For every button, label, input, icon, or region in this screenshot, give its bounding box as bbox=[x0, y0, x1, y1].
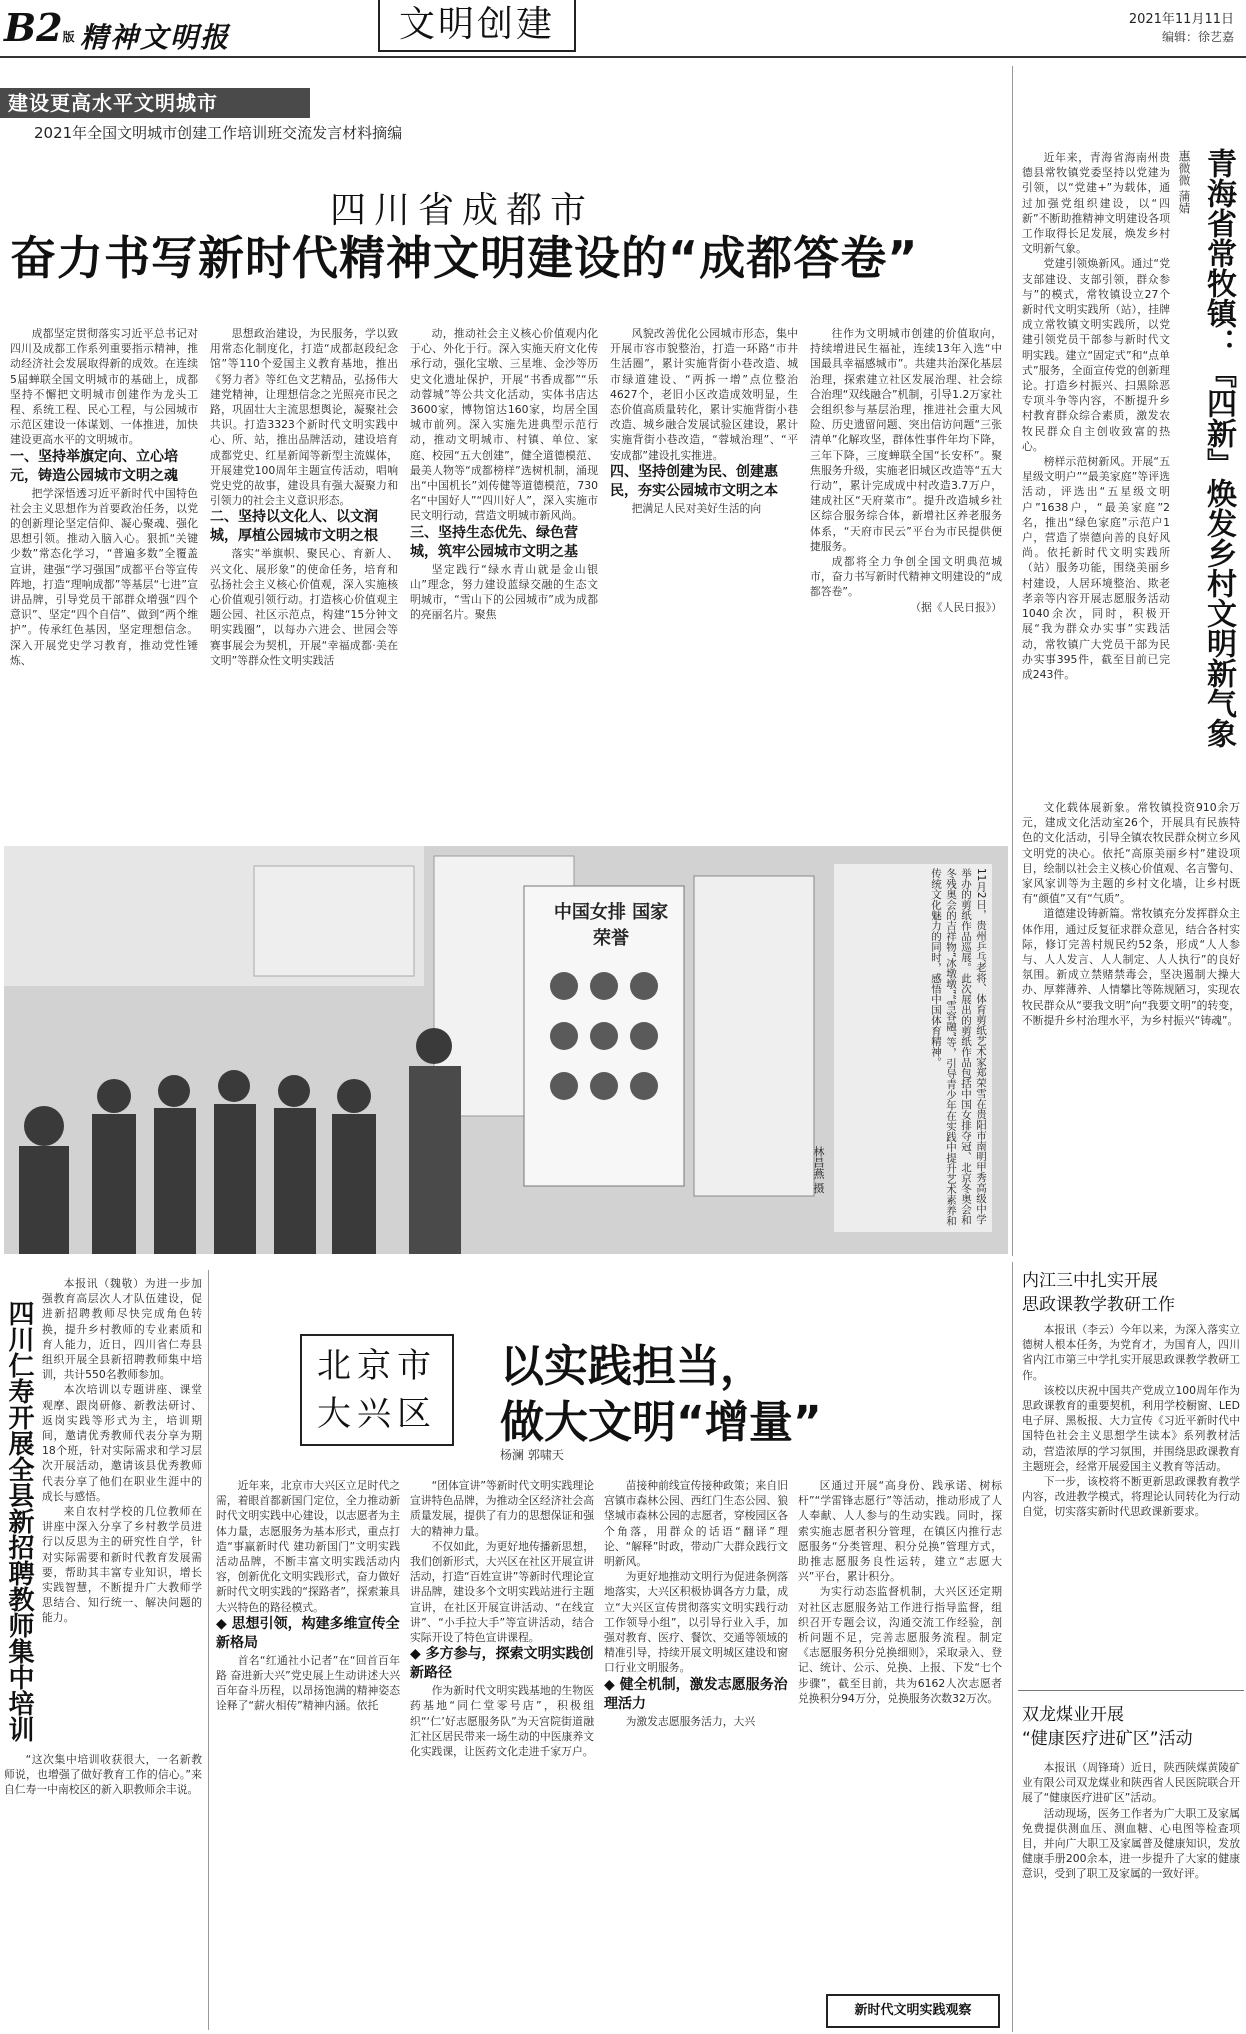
daxing-kicker: 北京市大兴区 bbox=[317, 1346, 437, 1434]
paragraph: 为实行动态监督机制，大兴区还定期对社区志愿服务站工作进行指导监督，组织召开专题会议，沟通交流工作经验，剖析问题不足，完善志愿服务流程。制定《志愿服务积分兑换细则》，采取录入、登记、统计、公示、兑换、上报、下发“七个步骤”，截至目前，共为6162人次志愿者兑换积分94万分，兑换服务次数32万次。 bbox=[798, 1585, 1002, 1705]
paragraph: 来自农村学校的几位教师在讲座中深入分享了乡村教学员进行以反思为主的研究性自学，针对实际需要和新时代教育发展需要，帮助其丰富专业知识，增长实践智慧，不断提升广大教师学思结合、知行统一、解决问题的能力。 bbox=[42, 1505, 202, 1625]
paragraph: 党建引领焕新风。通过“党支部建设、支部引领，群众参与”的模式，常牧镇设立27个新时代文明实践所（站），挂牌成立常牧镇文明实践所，以党建引领党员干部参与新时代文明实践。建立“固定式”和“点单式”服务，全面宣传党的创新理论。打造乡村振兴、扫黑除恶专项斗争等内容，不断提升乡村教育群众综合素质，激发农牧民群众自主创收致富的热心。 bbox=[1022, 257, 1170, 453]
chengdu-col-3 bbox=[410, 326, 598, 830]
paragraph: 本报讯（周锋琦）近日，陕西陕煤黄陵矿业有限公司双龙煤业和陕西省人民医院联合开展了“健康医疗进矿区”活动。 bbox=[1022, 1761, 1240, 1805]
photo-sign-title: 中国女排 国家荣誉 bbox=[553, 902, 669, 949]
page-number-value: B2 bbox=[4, 5, 63, 50]
paragraph: 本报讯（李云）今年以来，为深入落实立德树人根本任务，为党育才，为国育人，四川省内江市第三中学扎实开展思政课教学教研工作。 bbox=[1022, 1323, 1240, 1382]
paragraph: 道德建设铸新篇。常牧镇充分发挥群众主体作用，通过反复征求群众意见，结合各村实际，修订完善村规民约52条，形成“人人参与、人人发言、人人制定、人人执行”的良好氛围。新成立禁赌禁毒会，坚决遏制大操大办、厚葬薄养、人情攀比等陈规陋习，实现农牧民群众从“要我文明”向“我要文明”的转变，不断提升乡村治理水平，为乡村振兴“铸魂”。 bbox=[1022, 907, 1240, 1027]
column-tag-text: 新时代文明实践观察 bbox=[854, 2003, 972, 2018]
source: （据《人民日报》） bbox=[910, 600, 1002, 614]
subheading: ◆ 健全机制，激发志愿服务治理活力 bbox=[604, 1676, 788, 1712]
subheading: 二、坚持以文化人、以文润城，厚植公园城市文明之根 bbox=[210, 509, 378, 545]
qinghai-col-top bbox=[1022, 150, 1170, 790]
subheading: 四、坚持创建为民、创建惠民，夯实公园城市文明之本 bbox=[610, 463, 778, 499]
paragraph: 往作为文明城市创建的价值取向，持续增进民生福祉，连续13年入选“中国最具幸福感城市”。共建共治深化基层治理，探索建立社区发展治理、社会综合治理“双线融合”机制，引导1.2万家社会组织参与基层治理，推进社会重大风险、历史遗留问题、突出信访问题“三张清单”化解攻坚，群体性事件年均下降，三年下降，三度蝉联全国“长安杯”。聚焦服务升级，实施老旧城区改造等“五大行动”，累计完成成中村改造3.7万户，建成社区“天府菜市”。提升改造城乡社区综合服务综合体，新增社区养老服务体系，“天府市民云”平台为市民提供便捷服务。 bbox=[810, 327, 1002, 553]
qinghai-author: 惠微微 蒲婧 bbox=[1177, 150, 1191, 214]
qinghai-title: 青海省常牧镇：『四新』焕发乡村文明新气象 bbox=[1201, 148, 1236, 748]
date: 2021年11月11日 bbox=[1128, 12, 1234, 27]
paragraph: 风貌改善优化公园城市形态，集中开展市容市貌整治，打造一环路“市井生活圈”，累计实施背街小巷改造、城市绿道建设、“两拆一增”点位整治4627个，老旧小区改造成效明显，生态价值高质量转化，累计实施背街小巷改造、城乡融合发展试验区建设，累计实施背街小巷改造，“蓉城治理”、“平安成都”建设扎实推进。 bbox=[610, 327, 798, 462]
chengdu-headline: 奋力书写新时代精神文明建设的“成都答卷” bbox=[10, 231, 919, 285]
column-tag bbox=[826, 1994, 1000, 2028]
chengdu-kicker: 四川省成都市 bbox=[330, 190, 595, 231]
chengdu-col-5 bbox=[810, 326, 1002, 830]
shuanglong-title-2: “健康医疗进矿区”活动 bbox=[1022, 1729, 1193, 1749]
paragraph: 苗接种前线宣传接种政策；来自旧宫镇市森林公园、西红门生态公园、狼垡城市森林公园的志愿者，穿梭园区各个角落，用群众的话语“翻译”理论、“解释”时政，带动广大群众践行文明新风。 bbox=[604, 1479, 788, 1569]
paragraph: 活动现场，医务工作者为广大职工及家属免费提供测血压、测血糖、心电图等检查项目，并向广大职工及家属普及健康知识，发放健康手册200余本，进一步提升了大家的健康意识，受到了职工及家属的一致好评。 bbox=[1022, 1806, 1240, 1881]
paragraph: 为激发志愿服务活力，大兴 bbox=[625, 1714, 756, 1728]
chengdu-col-1 bbox=[10, 326, 198, 830]
renshou-col bbox=[42, 1276, 202, 1746]
section-title-box bbox=[378, 0, 576, 52]
paragraph: 成都坚定贯彻落实习近平总书记对四川及成都工作系列重要指示精神，推动经济社会发展取得新的成效。在连续5届蝉联全国文明城市的基础上，成都坚持不懈把文明城市创建作为龙头工程、系统工程、民心工程，与公园城市示范区建设一体谋划、一体推进，加快建设更高水平的文明城市。 bbox=[10, 327, 198, 447]
paragraph: 为更好地推动文明行为促进条例落地落实，大兴区积极协调各方力量，成立“大兴区宣传贯彻落实文明实践行动工作领导小组”，以引导行业入手，加强对教育、医疗、餐饮、交通等领域的精准引导，持续开展文明城区建设和窗口行业文明服务。 bbox=[604, 1570, 788, 1675]
paragraph: 不仅如此，为更好地传播新思想，我们创新形式，大兴区在社区开展宣讲活动，打造“百姓宣讲”等新时代理论宣讲品牌，建设多个文明实践站进行主题宣讲，在社区开展宣讲活动、“在线宣讲”、“小手拉大手”等宣讲活动，结合实际开设了特色宣讲课程。 bbox=[410, 1539, 594, 1645]
right-column-divider bbox=[1012, 66, 1013, 1256]
renshou-title: 四川仁寿开展全县新招聘教师集中培训 bbox=[4, 1300, 34, 1742]
editor: 编辑：徐艺嘉 bbox=[1161, 30, 1234, 44]
daxing-headline-1: 以实践担当， bbox=[500, 1341, 764, 1392]
page-number bbox=[4, 5, 75, 57]
subheading: 一、坚持举旗定向、立心培元，铸造公园城市文明之魂 bbox=[10, 448, 178, 484]
paragraph: 把满足人民对美好生活的向 bbox=[631, 501, 762, 515]
daxing-col-1 bbox=[216, 1478, 400, 2030]
renshou-divider bbox=[208, 1270, 209, 2030]
banner-subtitle: 2021年全国文明城市创建工作培训班交流发言材料摘编 bbox=[34, 124, 403, 142]
paragraph: 近年来，青海省海南州贵德县常牧镇党委坚持以党建为引领，以“党建+”为载体，通过加强党组织建设，以“四新”不断助推精神文明建设各项工作取得长足发展，焕发乡村文明新气象。 bbox=[1022, 151, 1170, 256]
page-unit: 版 bbox=[62, 30, 75, 44]
subheading: ◆ 多方参与，探索文明实践创新路径 bbox=[410, 1646, 594, 1682]
subheading-text: 健全机制，激发志愿服务治理活力 bbox=[604, 1676, 788, 1712]
subheading: ◆ 思想引领，构建多维宣传全新格局 bbox=[216, 1615, 400, 1651]
paragraph: 文化载体展新象。常牧镇投资910余万元，建成文化活动室26个，开展具有民族特色的文化活动，引导全镇农牧民群众树立乡风文明党的决心。依托“高原美丽乡村”建设项目，绘制以社会主义核心价值观、名言警句、家风家训等为主题的乡村文化墙，让乡村既有“颜值”又有“气质”。 bbox=[1022, 801, 1240, 906]
paragraph: 该校以庆祝中国共产党成立100周年作为思政课教育的重要契机，利用学校橱窗、LED电子屏、黑板报、大力宣传《习近平新时代中国特色社会主义思想学生读本》系列教材活动，营造浓厚的学习氛围，并围绕思政课教育主题班会，经常开展爱国主义教育等活动。 bbox=[1022, 1383, 1240, 1473]
paragraph: 近年来，北京市大兴区立足时代之需，着眼首都新国门定位，全力推动新时代文明实践中心建设，以志愿者为主体力量，志愿服务为基本形式，重点打造“事赢新时代 建功新国门”文明实践活动品牌，不断丰富文明实践活动内容，创新优化文明实践形式，奋力做好新时代文明实践的“探路者”，探索兼具大兴特色的路径模式。 bbox=[216, 1479, 400, 1614]
chengdu-col-4 bbox=[610, 326, 798, 830]
neijiang-title-1: 内江三中扎实开展 bbox=[1022, 1271, 1158, 1291]
paragraph: “这次集中培训收获很大，一名新教师说，也增强了做好教育工作的信心。”来自仁寿一中南校区的新入职教师余丰说。 bbox=[4, 1753, 202, 1797]
paragraph: 本次培训以专题讲座、课堂观摩、跟岗研修、新教法研讨、返岗实践等形式为主，培训期间，邀请优秀教师代表分享为期18个班，针对实际需求和学习层次开展活动，邀请该县优秀教师代表分享了他们在职业生涯中的成长与感悟。 bbox=[42, 1383, 202, 1503]
paragraph: 榜样示范树新风。开展“五星级文明户”“最美家庭”等评选活动，评选出“五星级文明户”1638户，“最美家庭”2名，推出“绿色家庭”示范户1户，营造了崇德向善的良好风尚。依托新时代文明实践所（站）服务功能，围绕美丽乡村建设，人居环境整治、欺老孝亲等内容开展志愿服务活动1040余次，同时，积极开展“我为群众办实事”实践活动，常牧镇广大党员干部为民办实事395件，截至目前已完成243件。 bbox=[1022, 455, 1170, 681]
daxing-col-2 bbox=[410, 1478, 594, 2030]
photo-credit: 林昌燕 摄 bbox=[812, 1146, 825, 1194]
qinghai-col-bottom bbox=[1022, 800, 1240, 1240]
shuanglong-col bbox=[1022, 1760, 1240, 2030]
paragraph: 区通过开展“高身份、践承诺、树标杆”“学雷锋志愿行”等活动，推动形成了人人奉献、人人参与的生动实践。同时，探索实施志愿者积分管理，在镇区内推行志愿服务“分类管理、积分兑换”管理方式，助推志愿服务良性运转，建立“志愿大兴”平台，累计积分。 bbox=[798, 1479, 1002, 1584]
daxing-kicker-box bbox=[300, 1334, 454, 1446]
paragraph: 思想政治建设，为民服务，学以致用常态化制度化，打造“成都赵段纪念馆”等110个爱国主义教育基地，推出《努力者》等红色文艺精品，弘扬伟大建党精神，让理想信念之光照亮市民之路，巩固壮大主流思想舆论，凝聚社会共识。打造3323个新时代文明实践中心、所、站，推出品牌活动，建设培育成都党史、红星新闻等新型主流媒体，开展建党100周年主题宣传活动，唱响党史党的故事，建设具有强大凝聚力和引领力的社会主义意识形态。 bbox=[210, 327, 398, 508]
daxing-col-4 bbox=[798, 1478, 1002, 1984]
chengdu-col-2 bbox=[210, 326, 398, 830]
daxing-byline: 杨澜 郭啸天 bbox=[500, 1448, 564, 1462]
paragraph: 下一步，该校将不断更新思政课教育教学内容，改进教学模式，将理论认同转化为行动自觉，切实落实新时代思政课新要求。 bbox=[1022, 1475, 1240, 1519]
daxing-headline-2: 做大文明“增量” bbox=[500, 1397, 822, 1448]
subheading: 三、坚持生态优先、绿色营城，筑牢公园城市文明之基 bbox=[410, 524, 578, 560]
paragraph: 首名“红通社小记者”在“回首百年路 奋进新大兴”党史展上生动讲述大兴百年奋斗历程，以昂扬饱满的精神姿态诠释了“薪火相传”精神内涵。依托 bbox=[216, 1653, 400, 1713]
masthead-rule bbox=[0, 56, 1246, 58]
paragraph: 作为新时代文明实践基地的生物医药基地“同仁堂零号店”，积极组织“‘仁’好志愿服务队”为天宫院街道融汇社区居民带来一场生动的中医康养文化实践课，让医药文化走进千家万户。 bbox=[410, 1684, 594, 1759]
neijiang-bottom-rule bbox=[1018, 1690, 1244, 1691]
paragraph: 落实“举旗帜、聚民心、育新人、兴文化、展形象”的使命任务，培育和弘扬社会主义核心价值观，深入实施核心价值观引领行动。打造核心价值观主题公园、社区示范点，构建“15分钟文明实践圈”，以每办六进会、世园会等赛事展会为契机，开展“幸福成都·美在文明”等群众性文明实践活 bbox=[210, 547, 398, 667]
paragraph: 成都将全力争创全国文明典范城市，奋力书写新时代精神文明建设的“成都答卷”。 bbox=[810, 555, 1002, 599]
paragraph: “团体宣讲”等新时代文明实践理论宣讲特色品牌，为推动全区经济社会高质量发展，提供了有力的思想保证和强大的精神力量。 bbox=[410, 1479, 594, 1538]
photo-caption: 11月2日，贵州乒乓老将、体育剪纸艺术家郑荣雪在贵阳市南明甲秀高级中学举办的剪纸作品巡展。此次展出的剪纸作品包括中国女排夺冠、北京冬奥会和冬残奥会的吉祥物“冰墩墩”“雪容融”等，引导青少年在实践中提升艺术素养和传统文化魅力的同时，感悟中国体育精神。 bbox=[834, 864, 992, 1232]
subheading-text: 多方参与，探索文明实践创新路径 bbox=[410, 1646, 594, 1682]
neijiang-col bbox=[1022, 1322, 1240, 1672]
neijiang-title-2: 思政课教学教研工作 bbox=[1022, 1295, 1175, 1315]
paragraph: 把学深悟透习近平新时代中国特色社会主义思想作为首要政治任务，以党的创新理论坚定信仰、凝心聚魂、强化思想引领。推动入脑入心。狠抓“关键少数”常态化学习，“普遍多数”全覆盖宣讲，建强“学习强国”成都平台等宣传阵地，打造“理响成都”等基层“七进”宣讲品牌，引导党员干部群众增强“四个意识”、坚定“四个自信”、做到“两个维护”。传承红色基因，坚定理想信念。深入开展党史学习教育，推动党性锤炼、 bbox=[10, 486, 198, 667]
right-lower-divider bbox=[1012, 1262, 1013, 2032]
paper-name: 精神文明报 bbox=[80, 21, 231, 54]
section-title: 文明创建 bbox=[398, 4, 555, 45]
paragraph: 动，推动社会主义核心价值观内化于心、外化于行。深入实施天府文化传承行动，强化宝墩、三星堆、金沙等历史文化遗址保护，开展“书香成都”“乐动蓉城”等公共文化活动，实体书店达3600家，博物馆达160家，均居全国城市前列。深入实施先进典型示范行动，推动文明城市、村镇、单位、家庭、校园“五大创建”，健全道德模范、最美人物等“成都榜样”选树机制，涌现出“中国机长”刘传健等道德模范，730名“中国好人”“四川好人”，深入实施市民文明行动，营造文明城市新风尚。 bbox=[410, 327, 598, 523]
paragraph: 坚定践行“绿水青山就是金山银山”理念，努力建设蓝绿交融的生态文明城市，“雪山下的公园城市”成为成都的亮丽名片。聚焦 bbox=[410, 562, 598, 622]
banner-title: 建设更高水平文明城市 bbox=[8, 91, 218, 115]
shuanglong-title-1: 双龙煤业开展 bbox=[1022, 1705, 1124, 1725]
daxing-col-3 bbox=[604, 1478, 788, 2030]
renshou-col-bottom bbox=[4, 1752, 202, 2030]
news-photo bbox=[4, 846, 1008, 1254]
subheading-text: 思想引领，构建多维宣传全新格局 bbox=[216, 1615, 400, 1651]
paragraph: 本报讯（魏敬）为进一步加强教育高层次人才队伍建设，促进新招聘教师尽快完成角色转换，提升乡村教师的专业素质和育人能力，近日，四川省仁寿县组织开展全县新招聘教师集中培训，共计550名教师参加。 bbox=[42, 1277, 202, 1382]
